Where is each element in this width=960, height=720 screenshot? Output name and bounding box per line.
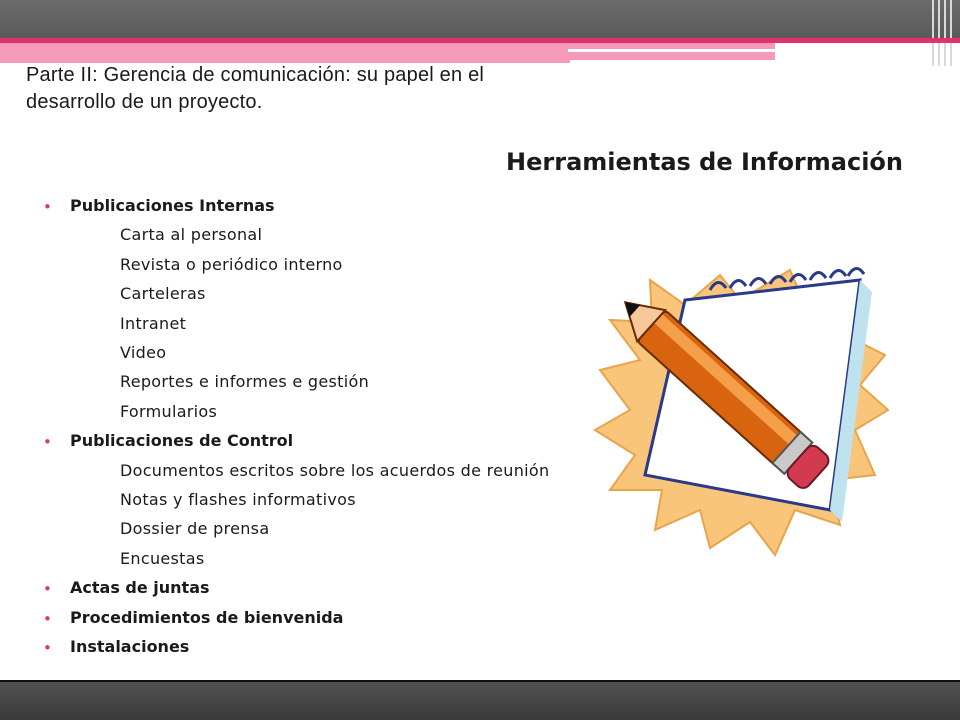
list-item-sub: [120, 461, 549, 481]
list-item-text: Revista o periódico interno: [120, 254, 343, 274]
accent-band-left: [0, 43, 570, 63]
list-item-bullet: [43, 637, 190, 657]
list-item-text: Carteleras: [120, 284, 206, 304]
list-item-text: Actas de juntas: [70, 578, 210, 598]
section-heading: Herramientas de Información: [506, 148, 903, 176]
list-item-sub: [120, 314, 186, 334]
list-item-text: Publicaciones de Control: [70, 431, 294, 451]
bottom-footer-bar: [0, 680, 960, 720]
list-item-text: Encuestas: [120, 548, 205, 568]
list-item-sub: [120, 549, 204, 569]
bullet-icon: •: [43, 198, 52, 216]
pencil-notepad-icon: [590, 260, 890, 560]
list-item-bullet: [43, 431, 294, 452]
list-item-text: Video: [120, 343, 167, 362]
list-item-text: Instalaciones: [70, 637, 190, 656]
list-item-sub: [120, 255, 343, 275]
list-item-text: Procedimientos de bienvenida: [70, 607, 344, 627]
accent-highlight-line: [568, 49, 890, 52]
list-item-text: Dossier de prensa: [120, 519, 270, 539]
bullet-icon: •: [43, 580, 52, 599]
list-item-sub: [120, 372, 369, 392]
bullet-icon: •: [43, 433, 52, 452]
slide-title: Parte II: Gerencia de comunicación: su papel en el desarrollo de un proyecto.: [26, 64, 485, 113]
top-header-bar: [0, 0, 960, 38]
bullet-icon: •: [43, 609, 52, 628]
list-item-sub: [120, 490, 356, 510]
list-item-sub: [120, 225, 262, 245]
list-item-sub: [120, 284, 206, 304]
list-item-text: Carta al personal: [120, 225, 263, 245]
list-item-bullet: [43, 607, 344, 628]
list-item-text: Intranet: [120, 313, 187, 333]
list-item-bullet: [43, 196, 275, 216]
list-item-text: Documentos escritos sobre los acuerdos de reunión: [120, 460, 550, 480]
list-item-text: Notas y flashes informativos: [120, 490, 356, 509]
header-stripes: [930, 0, 960, 66]
list-item-text: Reportes e informes e gestión: [120, 372, 370, 392]
list-item-sub: [120, 402, 217, 422]
list-item-bullet: [43, 578, 210, 599]
list-item-sub: [120, 519, 269, 539]
list-item-text: Formularios: [120, 401, 218, 421]
list-item-sub: [120, 343, 166, 363]
bullet-icon: •: [43, 639, 52, 657]
list-item-text: Publicaciones Internas: [70, 196, 275, 215]
